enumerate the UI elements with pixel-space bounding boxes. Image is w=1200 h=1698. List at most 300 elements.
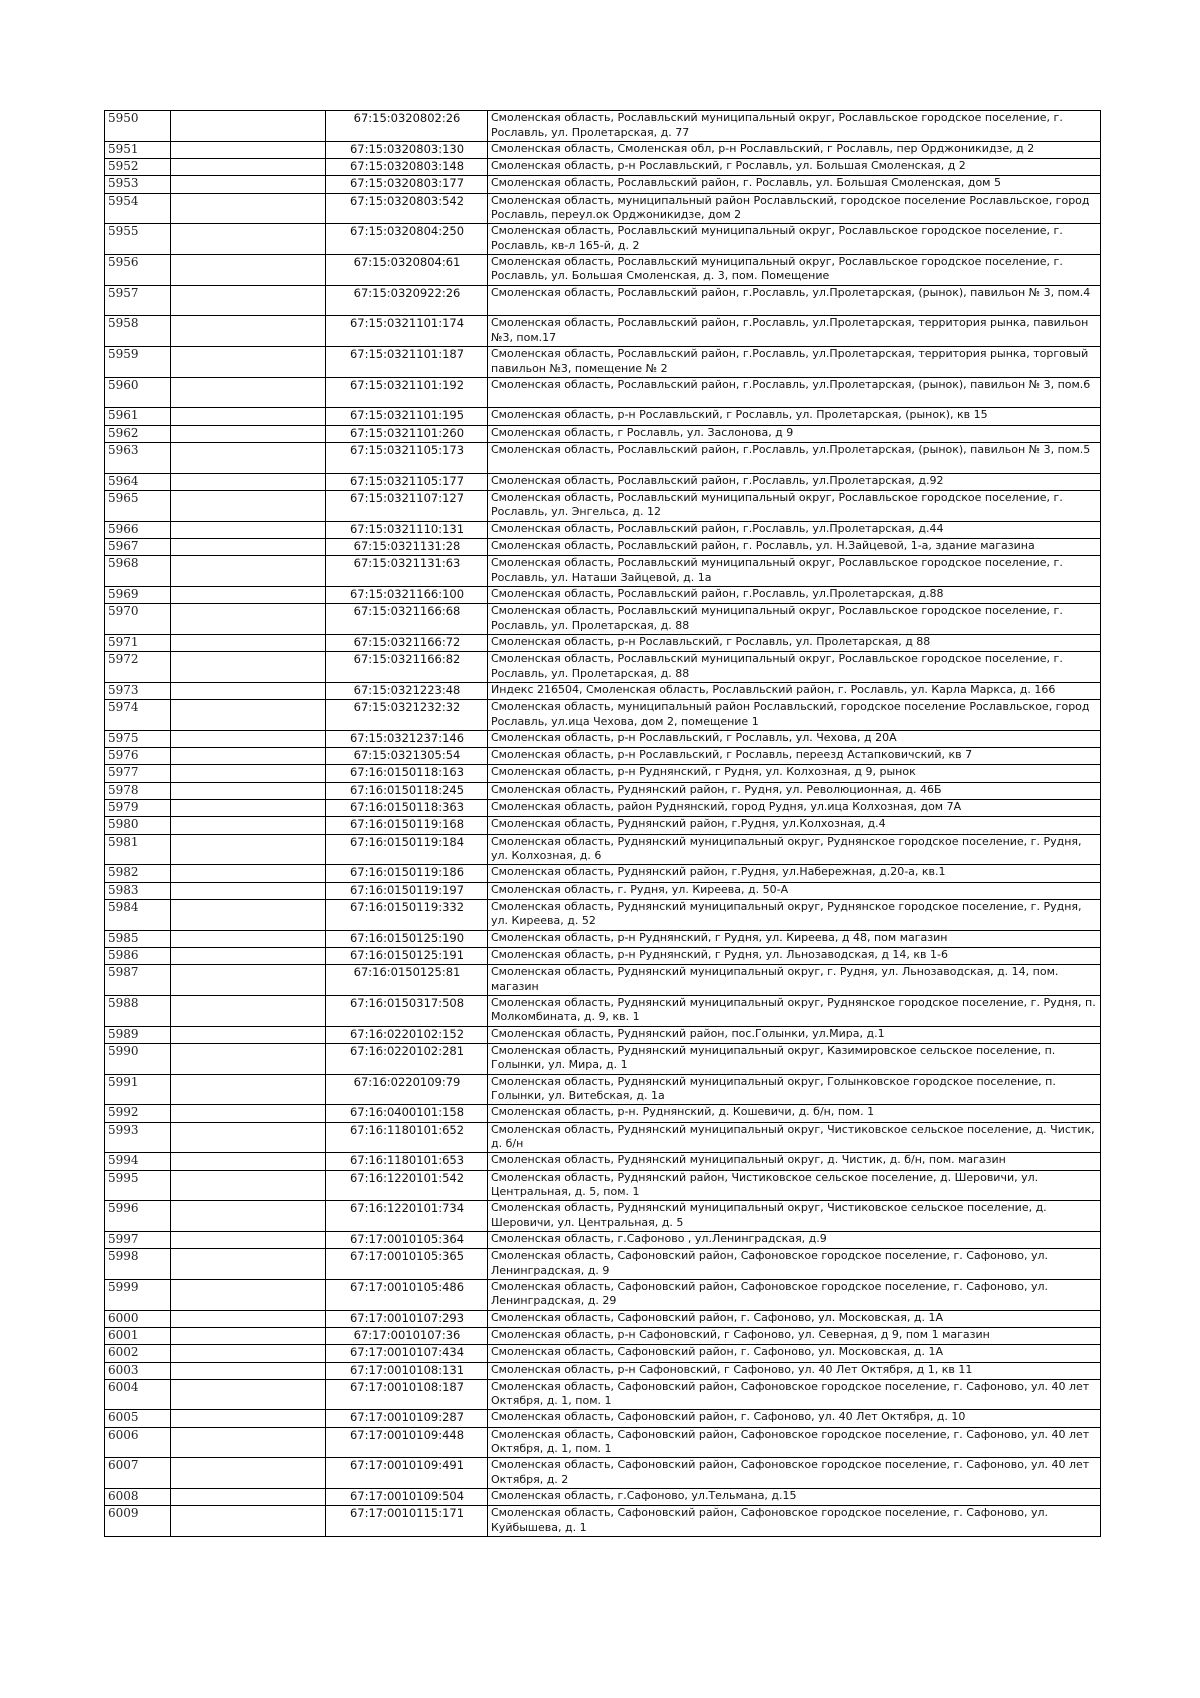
table-row <box>105 1345 1101 1362</box>
row-number: 6005 <box>105 1410 171 1427</box>
row-number: 5980 <box>105 817 171 834</box>
table-row <box>105 765 1101 782</box>
empty-cell <box>171 947 326 964</box>
empty-cell <box>171 700 326 731</box>
address-text: Смоленская область, Руднянский район, г. Рудня, ул. Революционная, д. 46Б <box>491 782 942 796</box>
table-row <box>105 1427 1101 1458</box>
address-cell <box>488 800 1101 817</box>
table-row <box>105 1249 1101 1280</box>
address-cell <box>488 490 1101 521</box>
row-number: 5987 <box>105 965 171 996</box>
address-cell <box>488 1379 1101 1410</box>
table-row <box>105 425 1101 442</box>
empty-cell <box>171 538 326 555</box>
cadastral-number: 67:15:0321131:63 <box>326 556 488 587</box>
address-text: Смоленская область, Руднянский муниципальный округ, Казимировское сельское поселение, п. Голынки, ул. Мира, д. 1 <box>491 1043 1056 1072</box>
address-text: Смоленская область, р-н Рославльский, г Рославль, ул. Большая Смоленская, д 2 <box>491 158 966 172</box>
address-text: Смоленская область, Рославльский муниципальный округ, Рославльское городское поселение, г. Рославль, кв-л 165-й, д. 2 <box>491 224 1063 252</box>
table-row <box>105 1506 1101 1537</box>
empty-cell <box>171 1427 326 1458</box>
empty-cell <box>171 1310 326 1327</box>
table-row <box>105 1170 1101 1201</box>
empty-cell <box>171 634 326 651</box>
row-number: 5996 <box>105 1201 171 1232</box>
address-cell <box>488 1043 1101 1074</box>
empty-cell <box>171 111 326 142</box>
row-number: 5976 <box>105 748 171 765</box>
empty-cell <box>171 1379 326 1410</box>
empty-cell <box>171 730 326 747</box>
address-cell <box>488 141 1101 158</box>
address-text: Смоленская область, Рославльский район, г.Рославль, ул.Пролетарская, д.92 <box>491 473 944 487</box>
address-cell <box>488 408 1101 425</box>
address-cell <box>488 556 1101 587</box>
empty-cell <box>171 965 326 996</box>
row-number: 5993 <box>105 1122 171 1153</box>
address-text: Смоленская область, Рославльский район, г.Рославль, ул.Пролетарская, (рынок), павильон № 3, пом.6 <box>491 377 1091 391</box>
empty-cell <box>171 490 326 521</box>
address-cell <box>488 1231 1101 1248</box>
address-text: Смоленская область, Руднянский муниципальный округ, Чистиковское сельское поселение, д. Шеровичи, ул. Центральная, д. 5 <box>491 1201 1047 1229</box>
row-number: 5963 <box>105 442 171 473</box>
table-row <box>105 316 1101 347</box>
table-row <box>105 1231 1101 1248</box>
table-row <box>105 1379 1101 1410</box>
empty-cell <box>171 1410 326 1427</box>
address-cell <box>488 947 1101 964</box>
address-text: Смоленская область, Рославльский район, г.Рославль, ул.Пролетарская, территория рынка, торговый павильон №3, помещение № 2 <box>491 347 1089 375</box>
table-row <box>105 111 1101 142</box>
empty-cell <box>171 1105 326 1122</box>
address-text: Смоленская область, Рославльский муниципальный округ, Рославльское городское поселение, г. Рославль, ул. Пролетарская, д. 88 <box>491 652 1063 680</box>
address-cell <box>488 285 1101 316</box>
table-row <box>105 782 1101 799</box>
address-text: Смоленская область, Руднянский район, г.Рудня, ул.Набережная, д.20-а, кв.1 <box>491 865 946 879</box>
row-number: 6002 <box>105 1345 171 1362</box>
address-text: Смоленская область, Рославльский район, г.Рославль, ул.Пролетарская, (рынок), павильон № 3, пом.4 <box>491 285 1091 299</box>
empty-cell <box>171 473 326 490</box>
table-row <box>105 1279 1101 1310</box>
address-text: Смоленская область, Сафоновский район, Сафоновское городское поселение, г. Сафоново, ул. Куйбышева, д. 1 <box>491 1506 1048 1534</box>
address-text: Смоленская область, Руднянский муниципальный округ, Чистиковское сельское поселение, д. Чистик, д. б/н <box>491 1122 1095 1151</box>
address-cell <box>488 176 1101 193</box>
row-number: 5968 <box>105 556 171 587</box>
address-cell <box>488 1153 1101 1170</box>
address-text: Смоленская область, Рославльский муниципальный округ, Рославльское городское поселение, г. Рославль, ул. Наташи Зайцевой, д. 1а <box>491 556 1063 584</box>
empty-cell <box>171 882 326 899</box>
address-cell <box>488 1489 1101 1506</box>
address-cell <box>488 1310 1101 1327</box>
row-number: 5971 <box>105 634 171 651</box>
address-cell <box>488 1074 1101 1105</box>
cadastral-number: 67:15:0321131:28 <box>326 538 488 555</box>
cadastral-number: 67:15:0320922:26 <box>326 285 488 316</box>
cadastral-number: 67:15:0321107:127 <box>326 490 488 521</box>
empty-cell <box>171 899 326 930</box>
address-text: Смоленская область, Руднянский муниципальный округ, Руднянское городское поселение, г. Рудня, ул. Киреева, д. 52 <box>491 899 1082 928</box>
row-number: 5953 <box>105 176 171 193</box>
row-number: 5984 <box>105 899 171 930</box>
address-cell <box>488 158 1101 175</box>
row-number: 5991 <box>105 1074 171 1105</box>
empty-cell <box>171 1327 326 1344</box>
address-text: Смоленская область, Рославльский район, г. Рославль, ул. Большая Смоленская, дом 5 <box>491 176 1001 190</box>
address-cell <box>488 1506 1101 1537</box>
address-text: Смоленская область, Сафоновский район, Сафоновское городское поселение, г. Сафоново, ул. 40 лет Октября, д. 2 <box>491 1458 1090 1486</box>
table-row <box>105 521 1101 538</box>
row-number: 5955 <box>105 224 171 255</box>
empty-cell <box>171 377 326 408</box>
cadastral-number: 67:15:0321105:173 <box>326 442 488 473</box>
address-text: Смоленская область, Рославльский район, г.Рославль, ул.Пролетарская, д.88 <box>491 586 944 600</box>
address-cell <box>488 425 1101 442</box>
address-text: Смоленская область, Рославльский район, г.Рославль, ул.Пролетарская, (рынок), павильон № 3, пом.5 <box>491 442 1091 456</box>
address-text: Смоленская область, Руднянский муниципальный округ, Руднянское городское поселение, г. Рудня, ул. Колхозная, д. 6 <box>491 834 1082 863</box>
row-number: 5998 <box>105 1249 171 1280</box>
address-cell <box>488 1410 1101 1427</box>
table-row <box>105 817 1101 834</box>
address-text: Смоленская область, Руднянский район, пос.Голынки, ул.Мира, д.1 <box>491 1026 885 1040</box>
row-number: 5973 <box>105 682 171 699</box>
table-row <box>105 930 1101 947</box>
table-row <box>105 176 1101 193</box>
cadastral-number: 67:17:0010109:504 <box>326 1489 488 1506</box>
table-row <box>105 882 1101 899</box>
cadastral-number: 67:16:0150119:184 <box>326 834 488 865</box>
address-text: Смоленская область, р-н Рославльский, г Рославль, ул. Пролетарская, (рынок), кв 15 <box>491 408 988 422</box>
cadastral-number: 67:15:0320804:61 <box>326 254 488 285</box>
cadastral-number: 67:16:0150118:245 <box>326 782 488 799</box>
cadastral-number: 67:16:0150118:363 <box>326 800 488 817</box>
cadastral-number: 67:17:0010115:171 <box>326 1506 488 1537</box>
row-number: 5964 <box>105 473 171 490</box>
address-cell <box>488 1026 1101 1043</box>
address-text: Смоленская область, р-н Руднянский, г Рудня, ул. Киреева, д 48, пом магазин <box>491 930 948 944</box>
cadastral-number: 67:16:1180101:653 <box>326 1153 488 1170</box>
row-number: 5952 <box>105 158 171 175</box>
table-row <box>105 1310 1101 1327</box>
row-number: 5975 <box>105 730 171 747</box>
table-row <box>105 652 1101 683</box>
row-number: 5992 <box>105 1105 171 1122</box>
empty-cell <box>171 193 326 224</box>
cadastral-number: 67:15:0321305:54 <box>326 748 488 765</box>
cadastral-number: 67:15:0321101:174 <box>326 316 488 347</box>
row-number: 5962 <box>105 425 171 442</box>
row-number: 6000 <box>105 1310 171 1327</box>
address-cell <box>488 865 1101 882</box>
table-row <box>105 1410 1101 1427</box>
row-number: 5956 <box>105 254 171 285</box>
row-number: 5970 <box>105 604 171 635</box>
address-cell <box>488 1279 1101 1310</box>
table-row <box>105 1489 1101 1506</box>
cadastral-number: 67:17:0010105:365 <box>326 1249 488 1280</box>
cadastral-number: 67:15:0321101:260 <box>326 425 488 442</box>
address-cell <box>488 965 1101 996</box>
empty-cell <box>171 176 326 193</box>
empty-cell <box>171 800 326 817</box>
table-row <box>105 604 1101 635</box>
cadastral-number: 67:15:0321166:100 <box>326 586 488 603</box>
row-number: 6008 <box>105 1489 171 1506</box>
address-cell <box>488 538 1101 555</box>
address-cell <box>488 748 1101 765</box>
table-row <box>105 1458 1101 1489</box>
empty-cell <box>171 865 326 882</box>
empty-cell <box>171 1074 326 1105</box>
address-cell <box>488 316 1101 347</box>
address-text: Смоленская область, р-н Рославльский, г Рославль, ул. Пролетарская, д 88 <box>491 634 931 648</box>
address-text: Смоленская область, Руднянский муниципальный округ, д. Чистик, д. б/н, пом. магазин <box>491 1153 1006 1167</box>
cadastral-number: 67:16:0150119:186 <box>326 865 488 882</box>
empty-cell <box>171 1170 326 1201</box>
address-cell <box>488 1170 1101 1201</box>
address-text: Смоленская область, р-н Сафоновский, г Сафоново, ул. Северная, д 9, пом 1 магазин <box>491 1327 990 1341</box>
cadastral-number: 67:15:0321101:195 <box>326 408 488 425</box>
table-row <box>105 442 1101 473</box>
table-row <box>105 254 1101 285</box>
empty-cell <box>171 425 326 442</box>
empty-cell <box>171 782 326 799</box>
table-row <box>105 377 1101 408</box>
address-text: Смоленская область, Рославльский район, г. Рославль, ул. Н.Зайцевой, 1-а, здание магазина <box>491 538 1035 552</box>
empty-cell <box>171 604 326 635</box>
table-row <box>105 730 1101 747</box>
cadastral-number: 67:16:0150317:508 <box>326 995 488 1026</box>
address-text: Смоленская область, р-н Рославльский, г Рославль, ул. Чехова, д 20А <box>491 730 897 744</box>
row-number: 6007 <box>105 1458 171 1489</box>
empty-cell <box>171 521 326 538</box>
table-row <box>105 1122 1101 1153</box>
table-row <box>105 193 1101 224</box>
address-cell <box>488 930 1101 947</box>
table-row <box>105 556 1101 587</box>
cadastral-number: 67:15:0321232:32 <box>326 700 488 731</box>
address-cell <box>488 1458 1101 1489</box>
cadastral-number: 67:15:0320803:148 <box>326 158 488 175</box>
address-text: Смоленская область, Смоленская обл, р-н Рославльский, г Рославль, пер Орджоникидзе, д 2 <box>491 141 1035 155</box>
cadastral-number: 67:16:0150125:81 <box>326 965 488 996</box>
cadastral-number: 67:15:0321101:192 <box>326 377 488 408</box>
cadastral-number: 67:16:0150118:163 <box>326 765 488 782</box>
address-text: Смоленская область, муниципальный район Рославльский, городское поселение Рославльское, город Рославль, ул.ица Чехова, дом 2, помещение 1 <box>491 700 1090 728</box>
empty-cell <box>171 556 326 587</box>
address-cell <box>488 586 1101 603</box>
address-text: Смоленская область, р-н Руднянский, г Рудня, ул. Колхозная, д 9, рынок <box>491 765 916 779</box>
empty-cell <box>171 995 326 1026</box>
cadastral-number: 67:16:0220102:152 <box>326 1026 488 1043</box>
cadastral-number: 67:15:0321166:68 <box>326 604 488 635</box>
table-row <box>105 1362 1101 1379</box>
empty-cell <box>171 158 326 175</box>
table-row <box>105 1105 1101 1122</box>
row-number: 6001 <box>105 1327 171 1344</box>
address-cell <box>488 782 1101 799</box>
table-row <box>105 1153 1101 1170</box>
empty-cell <box>171 748 326 765</box>
row-number: 5978 <box>105 782 171 799</box>
cadastral-number: 67:17:0010105:364 <box>326 1231 488 1248</box>
row-number: 5994 <box>105 1153 171 1170</box>
row-number: 5967 <box>105 538 171 555</box>
address-cell <box>488 254 1101 285</box>
row-number: 5988 <box>105 995 171 1026</box>
cadastral-number: 67:17:0010109:448 <box>326 1427 488 1458</box>
cadastral-number: 67:16:0150125:190 <box>326 930 488 947</box>
address-cell <box>488 652 1101 683</box>
empty-cell <box>171 224 326 255</box>
address-cell <box>488 1327 1101 1344</box>
address-text: Смоленская область, Сафоновский район, Сафоновское городское поселение, г. Сафоново, ул. 40 лет Октября, д. 1, пом. 1 <box>491 1379 1090 1408</box>
cadastral-number: 67:15:0320803:542 <box>326 193 488 224</box>
row-number: 5957 <box>105 285 171 316</box>
address-cell <box>488 1362 1101 1379</box>
address-cell <box>488 882 1101 899</box>
row-number: 5974 <box>105 700 171 731</box>
cadastral-number: 67:15:0321166:82 <box>326 652 488 683</box>
table-row <box>105 490 1101 521</box>
cadastral-number: 67:16:0220102:281 <box>326 1043 488 1074</box>
address-cell <box>488 111 1101 142</box>
empty-cell <box>171 141 326 158</box>
cadastral-number: 67:16:1220101:542 <box>326 1170 488 1201</box>
cadastral-number: 67:16:1220101:734 <box>326 1201 488 1232</box>
address-text: Смоленская область, р-н. Руднянский, д. Кошевичи, д. б/н, пом. 1 <box>491 1105 875 1119</box>
empty-cell <box>171 347 326 378</box>
registry-table-body <box>105 111 1101 1537</box>
cadastral-number: 67:17:0010107:434 <box>326 1345 488 1362</box>
address-text: Смоленская область, Рославльский муниципальный округ, Рославльское городское поселение, г. Рославль, ул. Энгельса, д. 12 <box>491 490 1063 519</box>
address-cell <box>488 700 1101 731</box>
address-text: Смоленская область, Сафоновский район, Сафоновское городское поселение, г. Сафоново, ул. Ленинградская, д. 29 <box>491 1279 1048 1308</box>
row-number: 5961 <box>105 408 171 425</box>
address-text: Смоленская область, р-н Руднянский, г Рудня, ул. Льнозаводская, д 14, кв 1-6 <box>491 947 949 961</box>
cadastral-number: 67:17:0010109:287 <box>326 1410 488 1427</box>
row-number: 5969 <box>105 586 171 603</box>
address-text: Смоленская область, Руднянский муниципальный округ, г. Рудня, ул. Льнозаводская, д. 14, пом. магазин <box>491 965 1059 993</box>
address-text: Смоленская область, Сафоновский район, г. Сафоново, ул. Московская, д. 1А <box>491 1345 943 1359</box>
cadastral-number: 67:17:0010108:131 <box>326 1362 488 1379</box>
row-number: 5977 <box>105 765 171 782</box>
cadastral-number: 67:16:0150119:197 <box>326 882 488 899</box>
cadastral-number: 67:15:0321223:48 <box>326 682 488 699</box>
address-text: Смоленская область, район Руднянский, город Рудня, ул.ица Колхозная, дом 7А <box>491 800 962 814</box>
row-number: 5985 <box>105 930 171 947</box>
address-cell <box>488 347 1101 378</box>
cadastral-number: 67:15:0321237:146 <box>326 730 488 747</box>
empty-cell <box>171 1506 326 1537</box>
row-number: 5972 <box>105 652 171 683</box>
row-number: 5995 <box>105 1170 171 1201</box>
empty-cell <box>171 1153 326 1170</box>
table-row <box>105 1327 1101 1344</box>
table-row <box>105 347 1101 378</box>
cadastral-number: 67:15:0321166:72 <box>326 634 488 651</box>
table-row <box>105 586 1101 603</box>
cadastral-number: 67:15:0320804:250 <box>326 224 488 255</box>
cadastral-number: 67:17:0010108:187 <box>326 1379 488 1410</box>
row-number: 5954 <box>105 193 171 224</box>
address-cell <box>488 834 1101 865</box>
address-cell <box>488 682 1101 699</box>
address-cell <box>488 473 1101 490</box>
cadastral-number: 67:15:0320802:26 <box>326 111 488 142</box>
table-row <box>105 1074 1101 1105</box>
empty-cell <box>171 1122 326 1153</box>
row-number: 5990 <box>105 1043 171 1074</box>
address-cell <box>488 193 1101 224</box>
row-number: 5986 <box>105 947 171 964</box>
address-text: Смоленская область, Сафоновский район, Сафоновское городское поселение, г. Сафоново, ул. 40 лет Октября, д. 1, пом. 1 <box>491 1427 1090 1456</box>
address-text: Смоленская область, Рославльский район, г.Рославль, ул.Пролетарская, д.44 <box>491 521 944 535</box>
cadastral-number: 67:17:0010107:293 <box>326 1310 488 1327</box>
address-text: Смоленская область, г. Рудня, ул. Киреева, д. 50-А <box>491 882 789 896</box>
table-row <box>105 141 1101 158</box>
empty-cell <box>171 1201 326 1232</box>
address-text: Смоленская область, Рославльский муниципальный округ, Рославльское городское поселение, г. Рославль, ул. Пролетарская, д. 88 <box>491 604 1063 632</box>
empty-cell <box>171 1489 326 1506</box>
row-number: 5966 <box>105 521 171 538</box>
table-row <box>105 158 1101 175</box>
row-number: 5989 <box>105 1026 171 1043</box>
address-text: Смоленская область, г Рославль, ул. Заслонова, д 9 <box>491 425 794 439</box>
address-cell <box>488 730 1101 747</box>
row-number: 5981 <box>105 834 171 865</box>
address-cell <box>488 1427 1101 1458</box>
address-text: Смоленская область, Рославльский район, г.Рославль, ул.Пролетарская, территория рынка, павильон №3, пом.17 <box>491 316 1089 344</box>
row-number: 5999 <box>105 1279 171 1310</box>
address-text: Смоленская область, Руднянский муниципальный округ, Голынковское городское поселение, п. Голынки, ул. Витебская, д. 1а <box>491 1074 1056 1103</box>
table-row <box>105 995 1101 1026</box>
address-text: Смоленская область, р-н Сафоновский, г Сафоново, ул. 40 Лет Октября, д 1, кв 11 <box>491 1362 973 1376</box>
table-row <box>105 634 1101 651</box>
empty-cell <box>171 408 326 425</box>
address-text: Смоленская область, Сафоновский район, г. Сафоново, ул. 40 Лет Октября, д. 10 <box>491 1410 966 1424</box>
address-cell <box>488 604 1101 635</box>
cadastral-number: 67:15:0321101:187 <box>326 347 488 378</box>
empty-cell <box>171 1345 326 1362</box>
empty-cell <box>171 765 326 782</box>
table-row <box>105 1043 1101 1074</box>
row-number: 5983 <box>105 882 171 899</box>
table-row <box>105 947 1101 964</box>
table-row <box>105 408 1101 425</box>
empty-cell <box>171 817 326 834</box>
table-row <box>105 285 1101 316</box>
address-text: Смоленская область, муниципальный район Рославльский, городское поселение Рославльское, город Рославль, переул.ок Орджоникидзе, дом 2 <box>491 193 1090 222</box>
address-text: Смоленская область, Руднянский район, г.Рудня, ул.Колхозная, д.4 <box>491 817 886 831</box>
cadastral-number: 67:15:0321110:131 <box>326 521 488 538</box>
address-text: Смоленская область, г.Сафоново , ул.Ленинградская, д.9 <box>491 1231 827 1245</box>
row-number: 5950 <box>105 111 171 142</box>
cadastral-number: 67:17:0010109:491 <box>326 1458 488 1489</box>
address-text: Смоленская область, р-н Рославльский, г Рославль, переезд Астапковичский, кв 7 <box>491 748 973 762</box>
row-number: 6004 <box>105 1379 171 1410</box>
address-cell <box>488 765 1101 782</box>
address-cell <box>488 1345 1101 1362</box>
row-number: 5982 <box>105 865 171 882</box>
empty-cell <box>171 1026 326 1043</box>
address-cell <box>488 377 1101 408</box>
table-row <box>105 965 1101 996</box>
address-text: Смоленская область, Сафоновский район, Сафоновское городское поселение, г. Сафоново, ул. Ленинградская, д. 9 <box>491 1249 1048 1277</box>
address-cell <box>488 1105 1101 1122</box>
empty-cell <box>171 254 326 285</box>
table-row <box>105 865 1101 882</box>
empty-cell <box>171 1362 326 1379</box>
cadastral-number: 67:15:0320803:177 <box>326 176 488 193</box>
